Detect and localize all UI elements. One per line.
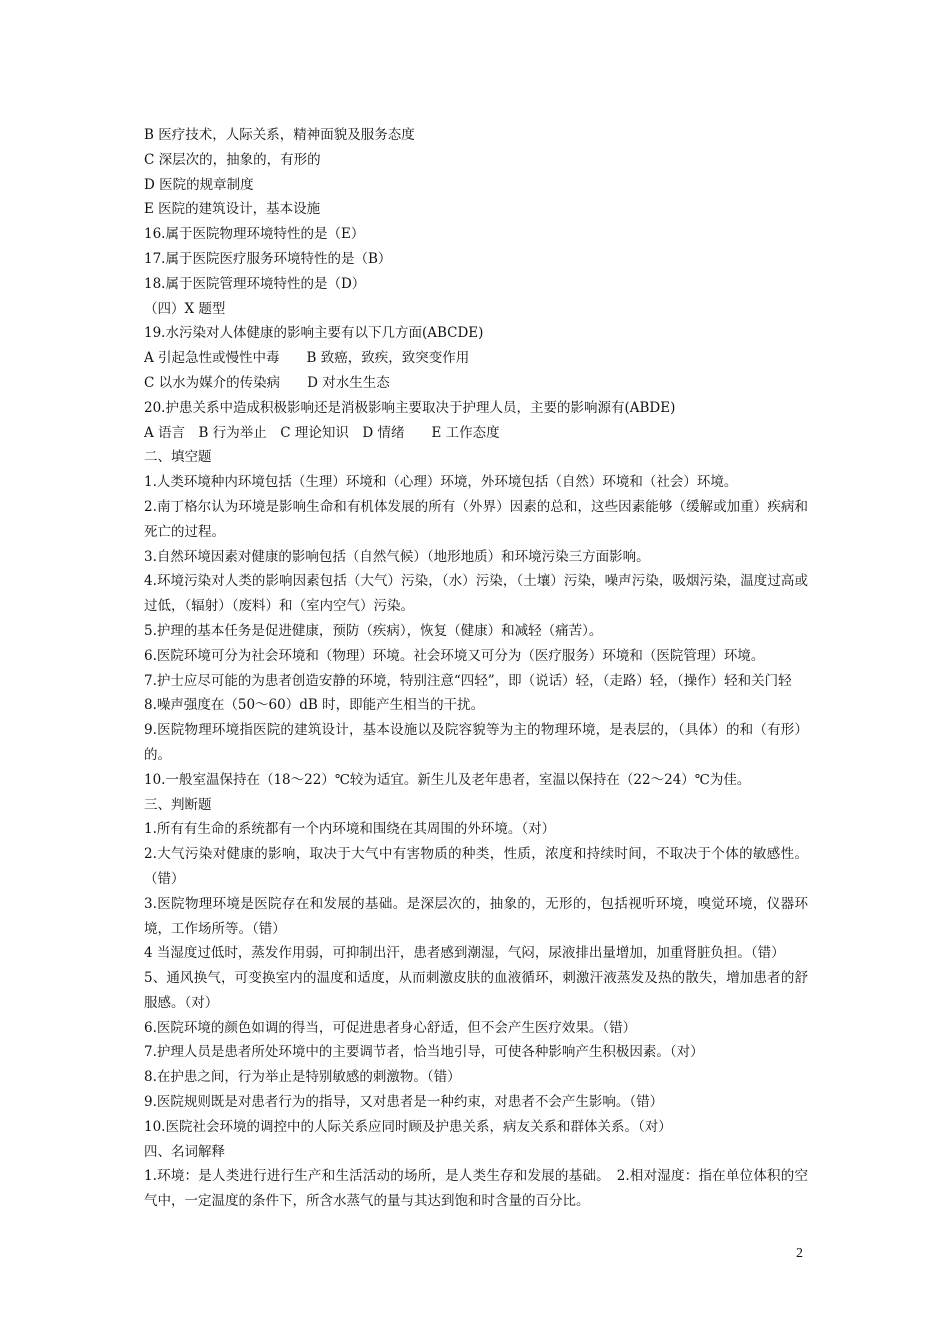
text-line: B 医疗技术，人际关系，精神面貌及服务态度 (144, 127, 415, 143)
question-line: 18.属于医院管理环境特性的是（D） (144, 275, 366, 292)
question-line: 20.护患关系中造成积极影响还是消极影响主要取决于护理人员，主要的影响源有(ABDE) (144, 399, 676, 416)
option-line: C 以水为媒介的传染病 D 对水生生态 (144, 374, 390, 391)
text-line: C 深层次的，抽象的，有形的 (144, 151, 321, 168)
definition-item: 1.环境：是人类进行进行生产和生活活动的场所，是人类生存和发展的基础。 2.相对湿度：指在单位体积的空气中，一定温度的条件下，所含水蒸气的量与其达到饱和时含量的百分比。 (144, 1168, 808, 1210)
question-line: 19.水污染对人体健康的影响主要有以下几方面(ABCDE) (144, 325, 484, 342)
judgment-item: 8.在护患之间，行为举止是特别敏感的刺激物。（错） (144, 1069, 461, 1086)
judgment-item: 10.医院社会环境的调控中的人际关系应同时顾及护患关系，病友关系和群体关系。（对） (144, 1118, 672, 1135)
fill-in-item: 5.护理的基本任务是促进健康，预防（疾病），恢复（健康）和减轻（痛苦）。 (144, 622, 603, 639)
section-heading: 三、判断题 (144, 796, 212, 813)
judgment-item: 3.医院物理环境是医院存在和发展的基础。是深层次的，抽象的，无形的，包括视听环境，嗅觉环境，仪器环境，工作场所等。（错） (144, 895, 808, 937)
fill-in-item: 7.护士应尽可能的为患者创造安静的环境，特别注意“四轻”，即（说话）轻，（走路）轻，（操作）轻和关门轻 (144, 672, 792, 689)
document-body (144, 123, 808, 1214)
question-line: 17.属于医院医疗服务环境特性的是（B） (144, 250, 392, 267)
text-line: D 医院的规章制度 (144, 176, 254, 193)
fill-in-item: 2.南丁格尔认为环境是影响生命和有机体发展的所有（外界）因素的总和，这些因素能够（缓解或加重）疾病和死亡的过程。 (144, 498, 808, 540)
section-heading: （四）X 题型 (144, 300, 226, 317)
fill-in-item: 4.环境污染对人类的影响因素包括（大气）污染，（水）污染，（土壤）污染，噪声污染，吸烟污染，温度过高或过低，（辐射）（废料）和（室内空气）污染。 (144, 573, 808, 615)
fill-in-item: 3.自然环境因素对健康的影响包括（自然气候）（地形地质）和环境污染三方面影响。 (144, 548, 650, 565)
option-line: A 引起急性或慢性中毒 B 致癌，致疾，致突变作用 (144, 350, 470, 367)
judgment-item: 7.护理人员是患者所处环境中的主要调节者，恰当地引导，可使各种影响产生积极因素。（对） (144, 1044, 704, 1061)
judgment-item: 5、通风换气，可变换室内的温度和适度，从而刺激皮肤的血液循环，刺激汗液蒸发及热的散失，增加患者的舒服感。（对） (144, 970, 808, 1011)
question-line: 16.属于医院物理环境特性的是（E） (144, 226, 365, 243)
judgment-item: 1.所有有生命的系统都有一个内环境和围绕在其周围的外环境。（对） (144, 821, 556, 838)
fill-in-item: 10.一般室温保持在（18～22）℃较为适宜。新生儿及老年患者，室温以保持在（22～24）℃为佳。 (144, 771, 751, 788)
section-heading: 四、名词解释 (144, 1143, 225, 1160)
judgment-item: 2.大气污染对健康的影响，取决于大气中有害物质的种类，性质，浓度和持续时间，不取决于个体的敏感性。（错） (144, 846, 808, 887)
fill-in-item: 9.医院物理环境指医院的建筑设计，基本设施以及院容貌等为主的物理环境，是表层的，（具体）的和（有形）的。 (144, 722, 808, 763)
fill-in-item: 6.医院环境可分为社会环境和（物理）环境。社会环境又可分为（医疗服务）环境和（医院管理）环境。 (144, 647, 765, 664)
judgment-item: 4 当湿度过低时，蒸发作用弱，可抑制出汗，患者感到潮湿，气闷，尿液排出量增加，加重肾脏负担。（错） (144, 945, 785, 962)
judgment-item: 6.医院环境的颜色如调的得当，可促进患者身心舒适，但不会产生医疗效果。（错） (144, 1019, 637, 1036)
option-line: A 语言 B 行为举止 C 理论知识 D 情绪 E 工作态度 (144, 424, 500, 441)
judgment-item: 9.医院规则既是对患者行为的指导，又对患者是一种约束，对患者不会产生影响。（错） (144, 1094, 664, 1111)
text-line: E 医院的建筑设计，基本设施 (144, 201, 321, 218)
fill-in-item: 1.人类环境种内环境包括（生理）环境和（心理）环境，外环境包括（自然）环境和（社会）环境。 (144, 474, 738, 491)
section-heading: 二、填空题 (144, 449, 212, 466)
fill-in-item: 8.噪声强度在（50～60）dB 时，即能产生相当的干扰。 (144, 697, 485, 714)
page-number: 2 (796, 1246, 803, 1261)
